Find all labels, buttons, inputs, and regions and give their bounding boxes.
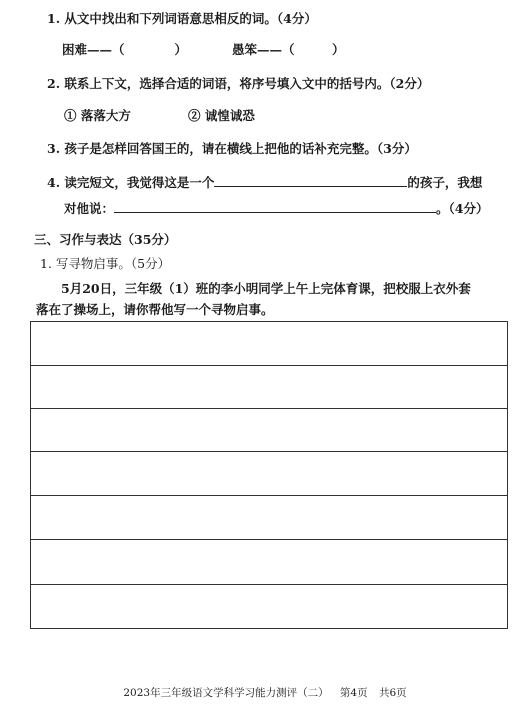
answer-blank-adjective[interactable] [214, 174, 407, 187]
writing-line [31, 365, 507, 366]
question-1-item-b: 愚笨——（ ） [232, 42, 345, 57]
writing-line [31, 408, 507, 409]
writing-line [31, 495, 507, 496]
exam-title: 2023年三年级语文学科学习能力测评（二） [123, 687, 329, 699]
section-3-title: 三、习作与表达（35分） [34, 232, 177, 247]
question-3: 3. 孩子是怎样回答国王的，请在横线上把他的话补充完整。（3分） [47, 141, 417, 156]
question-4-line-2 [64, 200, 488, 217]
writing-line [31, 451, 507, 452]
answer-blank-message[interactable] [114, 200, 436, 213]
question-4-line-1 [47, 174, 482, 191]
page-number: 第4页 [339, 687, 368, 699]
question-1: 1. 从文中找出和下列词语意思相反的词。（4分） [47, 11, 317, 26]
question-2-option-1: ① 落落大方 [64, 108, 131, 123]
question-2-option-2: ② 诚惶诚恐 [188, 108, 255, 123]
question-1-item-a: 困难——（ ） [62, 42, 188, 57]
question-2: 2. 联系上下文，选择合适的词语，将序号填入文中的括号内。（2分） [47, 76, 430, 91]
writing-line [31, 539, 507, 540]
question-4-prefix: 4. 读完短文，我觉得这是一个 [47, 175, 215, 190]
page-total: 共6页 [378, 687, 407, 699]
page-footer [0, 685, 530, 700]
question-4-line2-suffix: 。（4分） [436, 201, 489, 216]
writing-line [31, 584, 507, 585]
task-1-prompt-line-2: 落在了操场上，请你帮他写一个寻物启事。 [36, 302, 274, 317]
task-1-title: 1. 写寻物启事。（5分） [40, 256, 171, 271]
question-4-suffix: 的孩子，我想 [407, 175, 483, 190]
task-1-prompt-line-1: 5月20日，三年级（1）班的李小明同学上午上完体育课，把校服上衣外套 [61, 281, 471, 296]
question-4-line2-prefix: 对他说： [64, 201, 115, 216]
writing-area[interactable] [30, 321, 508, 629]
